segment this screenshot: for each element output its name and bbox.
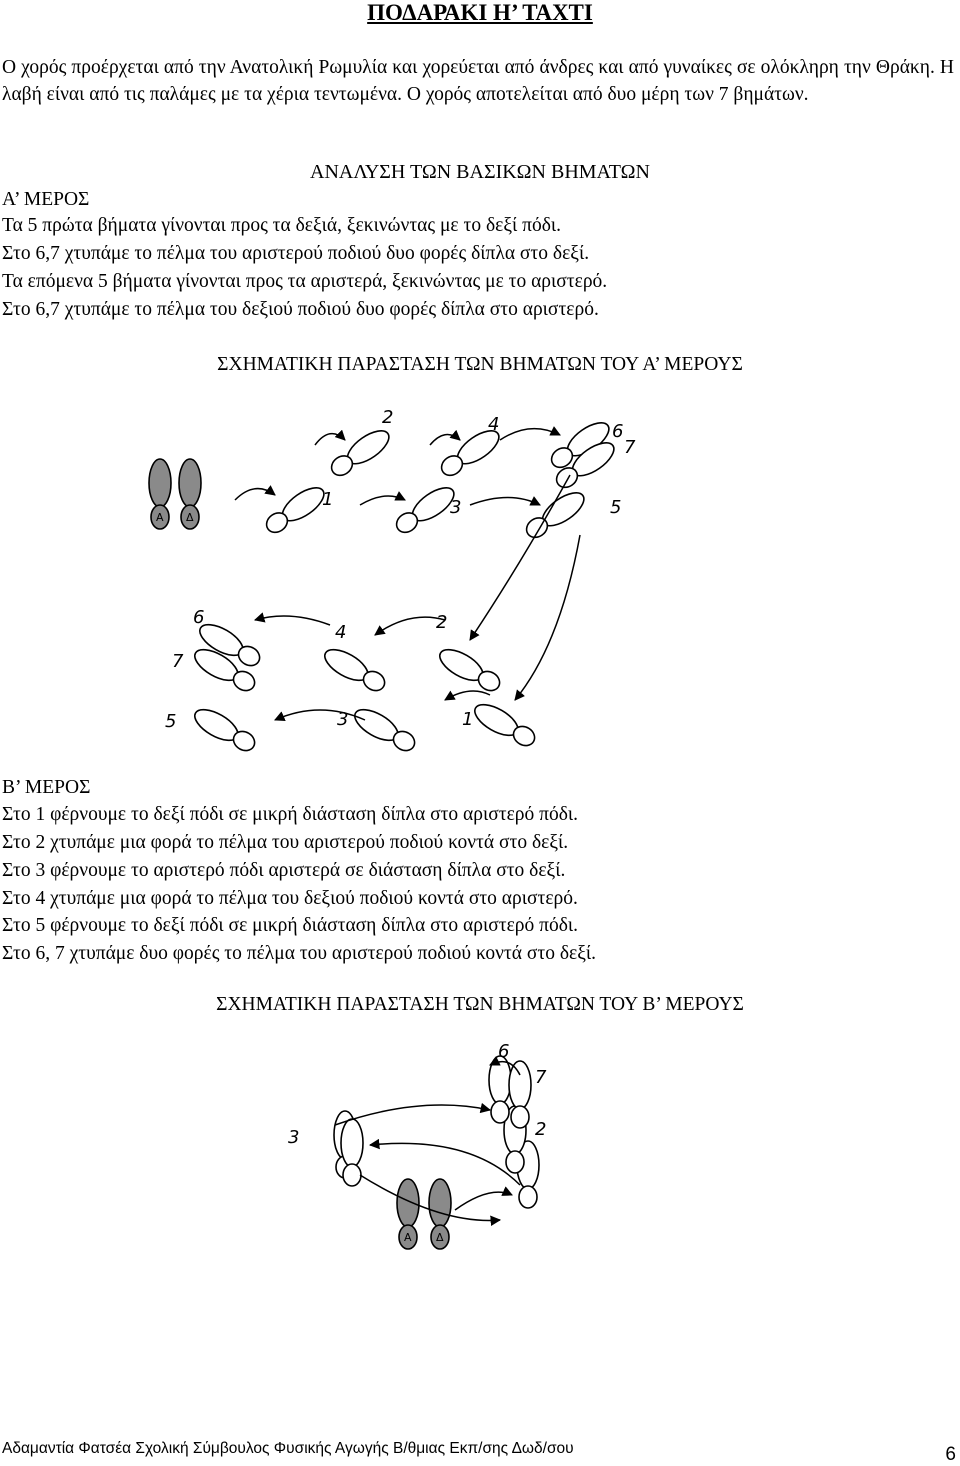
step-number-b1: 1 (462, 709, 474, 730)
part-b-heading: Β’ ΜΕΡΟΣ (2, 777, 91, 798)
step-number-3: 3 (450, 497, 462, 518)
part-b-line-5: Στο 5 φέρνουμε το δεξί πόδι σε μικρή διάσταση δίπλα στο αριστερό πόδι. (2, 915, 579, 936)
step-number-4: 4 (488, 414, 500, 435)
step-number-b7: 7 (172, 651, 184, 672)
footprint-a5 (522, 486, 590, 542)
part-a-line-4: Στο 6,7 χτυπάμε το πέλμα του δεξιού ποδιού δυο φορές δίπλα στο αριστερό. (2, 299, 599, 320)
part-b-line-6: Στο 6, 7 χτυπάμε δυο φορές το πέλμα του αριστερού ποδιού κοντά στο δεξί. (2, 943, 597, 964)
part-a-diagram-heading: ΣΧΗΜΑΤΙΚΗ ΠΑΡΑΣΤΑΣΗ ΤΩΝ ΒΗΜΑΤΩΝ ΤΟΥ Α’ ΜΕΡΟΥΣ (217, 354, 743, 375)
part-a-step-diagram (0, 395, 960, 755)
footprint-b4 (320, 643, 389, 696)
part-a-heading: Α’ ΜΕΡΟΣ (2, 189, 90, 210)
footprint-b2 (435, 643, 504, 696)
footer-page-number: 6 (945, 1444, 956, 1465)
step-number-1: 1 (322, 489, 334, 510)
part-a-line-3: Τα επόμενα 5 βήματα γίνονται προς τα αριστερά, ξεκινώντας με το αριστερό. (2, 271, 608, 292)
b-step-number-6: 6 (498, 1041, 510, 1062)
svg-text:Α: Α (404, 1231, 412, 1244)
part-a-line-1: Τα 5 πρώτα βήματα γίνονται προς τα δεξιά, ξεκινώντας με το δεξί πόδι. (2, 215, 562, 236)
part-b-line-4: Στο 4 χτυπάμε μια φορά το πέλμα του δεξιού ποδιού κοντά στο αριστερό. (2, 888, 578, 909)
b-start-right-foot (429, 1179, 451, 1249)
step-number-b4: 4 (335, 622, 347, 643)
step-number-7: 7 (624, 437, 636, 458)
b-step-number-7: 7 (535, 1067, 547, 1088)
b-footprint-4 (341, 1119, 363, 1186)
b-start-left-foot (397, 1179, 419, 1249)
start-left-foot (149, 459, 171, 529)
footprint-a1 (262, 481, 330, 537)
part-b-line-1: Στο 1 φέρνουμε το δεξί πόδι σε μικρή διάσταση δίπλα στο αριστερό πόδι. (2, 804, 579, 825)
step-number-2: 2 (382, 407, 394, 428)
footprint-b1 (470, 698, 539, 751)
step-number-b5: 5 (165, 711, 177, 732)
part-b-line-3: Στο 3 φέρνουμε το αριστερό πόδι αριστερά σε διάσταση δίπλα στο δεξί. (2, 860, 566, 881)
step-number-5: 5 (610, 497, 622, 518)
svg-text:Δ: Δ (436, 1231, 444, 1244)
start-right-foot (179, 459, 201, 529)
intro-paragraph: Ο χορός προέρχεται από την Ανατολική Ρωμυλία και χορεύεται από άνδρες και από γυναίκες σε ολόκληρη την Θράκη. Η λαβή είναι από τις παλάμες με τα χέρια τεντωμένα. Ο χορός αποτελείται από δυο μέρη των 7 βημάτων. (2, 57, 954, 105)
footer-author: Αδαμαντία Φατσέα Σχολική Σύμβουλος Φυσικής Αγωγής Β/θμιας Εκπ/σης Δωδ/σου (2, 1440, 574, 1457)
part-b-step-diagram (0, 1035, 960, 1265)
step-number-b3: 3 (337, 709, 349, 730)
analysis-heading: ΑΝΑΛΥΣΗ ΤΩΝ ΒΑΣΙΚΩΝ ΒΗΜΑΤΩΝ (310, 161, 650, 183)
start-right-label: Δ (186, 511, 194, 524)
b-step-number-2: 2 (535, 1119, 547, 1140)
footprint-b5 (190, 703, 259, 755)
step-number-b6: 6 (193, 607, 205, 628)
footprint-a2 (327, 424, 395, 480)
part-a-line-2: Στο 6,7 χτυπάμε το πέλμα του αριστερού ποδιού δυο φορές δίπλα στο δεξί. (2, 243, 590, 264)
b-footprint-7 (509, 1061, 531, 1128)
b-footprint-6 (489, 1056, 511, 1123)
step-number-6: 6 (612, 421, 624, 442)
part-b-diagram-heading: ΣΧΗΜΑΤΙΚΗ ΠΑΡΑΣΤΑΣΗ ΤΩΝ ΒΗΜΑΤΩΝ ΤΟΥ Β’ ΜΕΡΟΥΣ (216, 994, 744, 1015)
step-number-b2: 2 (436, 612, 448, 633)
b-step-number-3: 3 (288, 1127, 300, 1148)
part-b-line-2: Στο 2 χτυπάμε μια φορά το πέλμα του αριστερού ποδιού κοντά στο δεξί. (2, 832, 569, 853)
start-left-label: Α (156, 511, 164, 524)
footprint-b3 (350, 703, 419, 755)
document-title: ΠΟΔΑΡΑΚΙ Η’ ΤΑΧΤΙ (367, 0, 593, 25)
